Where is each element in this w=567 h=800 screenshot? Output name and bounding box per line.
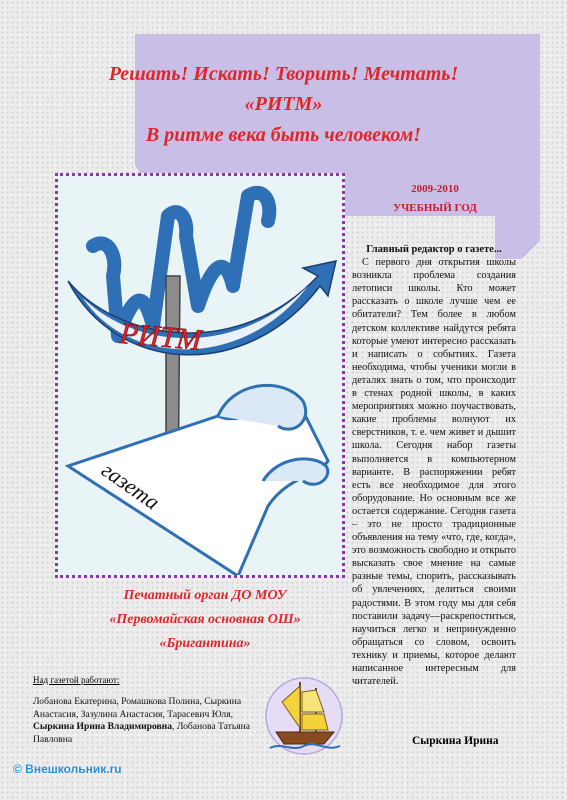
logo-scroll-text: газета [97, 456, 165, 515]
organ-line-2: «Первомайская основная ОШ» [109, 612, 301, 627]
logo-illustration [58, 176, 342, 575]
staff-names-1: Лобанова Екатерина, Ромашкова Полина, Сыркина Анастасия, Зазулина Анастасия, Тарасевич Юля, [33, 696, 242, 720]
article-author: Сыркина Ирина [412, 735, 499, 747]
ship-icon [262, 672, 347, 757]
slogan-line-2: «РИТМ» [244, 93, 323, 115]
article-body: С первого дня открытия школы возникла проблема создания летописи школы. Кто может рассказать о школе лучше чем ее обитатели? Тем более в любом детском коллективе найдутся ребята которые умеют интересно рассказать и написать о событиях. Газета необходима, чтобы ученики могли в деталях знать о том, что происходит в стенах родной школы, в каких мероприятиях можно поучаствовать, какие проблемы волнуют их сверстников, т. е. чем живет и дышит школа. Сегодня набор газеты выполняется в компьютерном варианте. В распоряжении ребят есть все необходимое для этого оборудование. Но основным все же остается содержание. Сегодня газета – это не просто традиционные объявления на тему «что, где, когда», это возможность свободно и открыто высказать свое мнение на самые разные темы, спорить, рассказывать об увлечениях, делиться своими радостями. В этом году мы для себя поставили задачу—раскрепоститься, научиться легко и непринужденно обращаться со словом, освоить технику и приемы, которое делают написанное интересным для читателей. [352, 257, 516, 688]
slogan-line-1: Решать! Искать! Творить! Мечтать! [108, 63, 459, 85]
editor-article [352, 243, 516, 688]
logo-emblem-text: РИТМ [118, 316, 203, 357]
w-emblem-icon [93, 193, 269, 336]
school-year-label: УЧЕБНЫЙ ГОД [393, 202, 477, 214]
article-heading: Главный редактор о газете... [366, 244, 502, 255]
staff-names-bold: Сыркина Ирина Владимировна [33, 721, 173, 733]
staff-list [33, 696, 273, 747]
newspaper-logo [55, 173, 345, 578]
slogan-line-3: В ритме века быть человеком! [145, 124, 422, 146]
staff-names-2: , Лобанова Татьяна Павловна [33, 721, 251, 746]
site-watermark[interactable]: © Внешкольник.ru [13, 762, 122, 776]
organ-line-1: Печатный орган ДО МОУ [123, 588, 287, 603]
school-year-range: 2009-2010 [411, 183, 459, 195]
staff-title: Над газетой работают: [33, 675, 120, 685]
organ-line-3: «Бригантина» [159, 636, 251, 651]
